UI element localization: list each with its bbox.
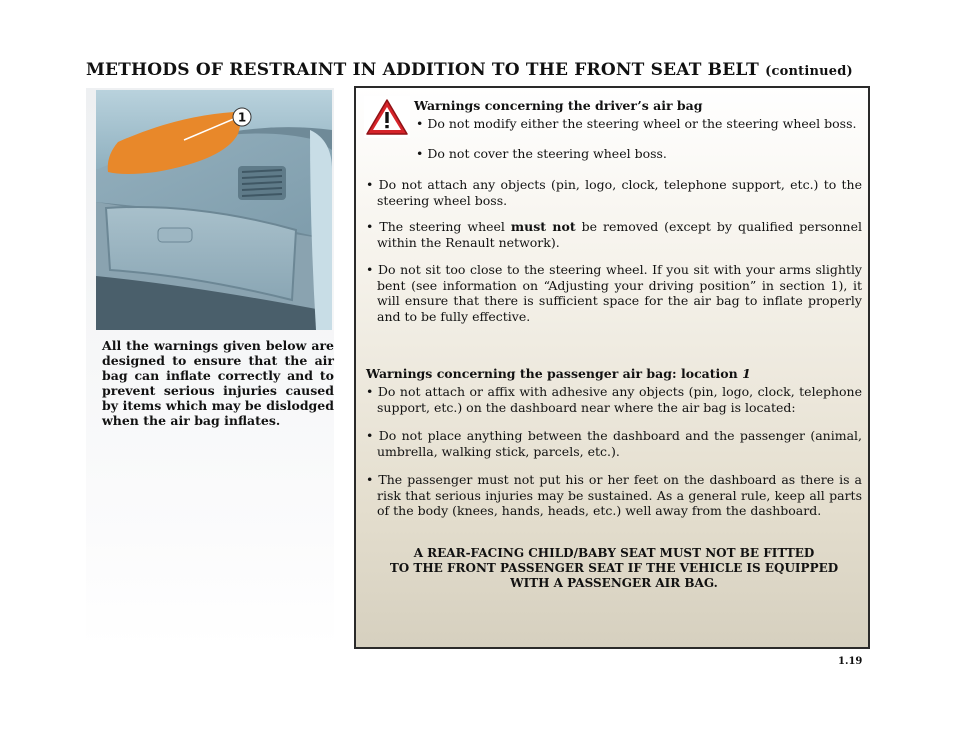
passenger-airbag-heading	[366, 366, 862, 382]
page-number: 1.19	[838, 656, 863, 667]
removal-text-pre: • The steering wheel	[366, 219, 511, 234]
passenger-heading-text: Warnings concerning the passenger air bag: location	[366, 366, 743, 381]
driver-warning-removal	[366, 219, 862, 250]
child-seat-warning-line: A REAR-FACING CHILD/BABY SEAT MUST NOT BE FITTED	[413, 546, 815, 560]
child-seat-warning-line: WITH A PASSENGER AIR BAG.	[510, 576, 718, 590]
passenger-location-number: 1	[742, 366, 751, 381]
intro-paragraph: All the warnings given below are designed to ensure that the air bag can inflate correctly and to prevent serious injuries caused by items which may be dislodged when the air bag inflates.	[102, 338, 334, 428]
passenger-warning-item: • Do not attach or affix with adhesive any objects (pin, logo, clock, telephone support, etc.) on the dashboard near where the air bag is located:	[366, 384, 862, 415]
removal-emphasis: must not	[510, 219, 576, 234]
driver-warning-sitting: • Do not sit too close to the steering wheel. If you sit with your arms slightly bent (see information on “Adjusting your driving position” in section 1), it will ensure that there is sufficient space for the air bag to inflate properly and to be fully effective.	[366, 262, 862, 324]
callout-number-1: 1	[237, 110, 247, 125]
page-title-text: METHODS OF RESTRAINT IN ADDITION TO THE FRONT SEAT BELT	[86, 60, 760, 80]
driver-warning-item: • Do not modify either the steering wheel or the steering wheel boss.	[416, 116, 857, 131]
warning-triangle-icon	[364, 96, 410, 138]
child-seat-warning	[366, 546, 862, 591]
page-title	[86, 60, 886, 80]
continued-label: (continued)	[765, 64, 853, 79]
warning-box	[354, 86, 870, 649]
driver-warning-item: • Do not attach any objects (pin, logo, clock, telephone support, etc.) to the steering wheel boss.	[366, 177, 862, 208]
child-seat-warning-line: TO THE FRONT PASSENGER SEAT IF THE VEHICLE IS EQUIPPED	[389, 561, 839, 575]
driver-airbag-heading: Warnings concerning the driver’s air bag	[414, 98, 703, 113]
dashboard-photo	[96, 90, 332, 330]
passenger-warning-item: • The passenger must not put his or her feet on the dashboard as there is a risk that serious injuries may be sustained. As a general rule, keep all parts of the body (knees, hands, heads, etc.) well away from the dashboard.	[366, 472, 862, 518]
passenger-warning-item: • Do not place anything between the dashboard and the passenger (animal, umbrella, walking stick, parcels, etc.).	[366, 428, 862, 459]
removal-text-post: be removed (except by qualified personnel within the Renault network).	[377, 219, 862, 250]
driver-warning-item: • Do not cover the steering wheel boss.	[416, 146, 667, 161]
